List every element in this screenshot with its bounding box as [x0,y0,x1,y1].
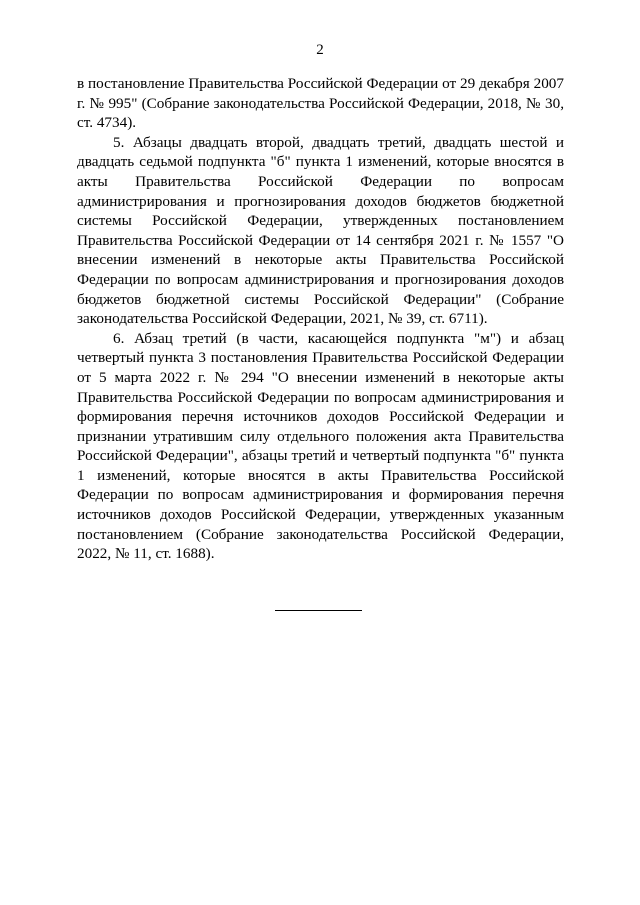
page-number: 2 [316,42,324,58]
end-separator-line [275,610,362,611]
paragraph-item-5: 5. Абзацы двадцать второй, двадцать третий, двадцать шестой и двадцать седьмой подпункта "б" пункта 1 изменений, которые вносятся в акты Правительства Российской Федерации по вопросам администрирования и прогнозирования доходов бюджетов бюджетной системы Российской Федерации, утвержденных постановлением Правительства Российской Федерации от 14 сентября 2021 г. № 1557 "О внесении изменений в некоторые акты Правительства Российской Федерации по вопросам администрирования и прогнозирования доходов бюджетов бюджетной системы Российской Федерации" (Собрание законодательства Российской Федерации, 2021, № 39, ст. 6711). [77,133,564,328]
document-body [77,74,564,564]
paragraph-continuation: в постановление Правительства Российской Федерации от 29 декабря 2007 г. № 995" (Собрание законодательства Российской Федерации, 2018, № 30, ст. 4734). [77,75,564,132]
paragraph-item-6: 6. Абзац третий (в части, касающейся подпункта "м") и абзац четвертый пункта 3 постановления Правительства Российской Федерации от 5 марта 2022 г. № 294 "О внесении изменений в некоторые акты Правительства Российской Федерации по вопросам администрирования и формирования перечня источников доходов Российской Федерации и признании утратившим силу отдельного положения акта Правительства Российской Федерации", абзацы третий и четвертый подпункта "б" пункта 1 изменений, которые вносятся в акты Правительства Российской Федерации по вопросам администрирования и формирования перечня источников доходов Российской Федерации, утвержденных указанным постановлением (Собрание законодательства Российской Федерации, 2022, № 11, ст. 1688). [77,329,564,563]
